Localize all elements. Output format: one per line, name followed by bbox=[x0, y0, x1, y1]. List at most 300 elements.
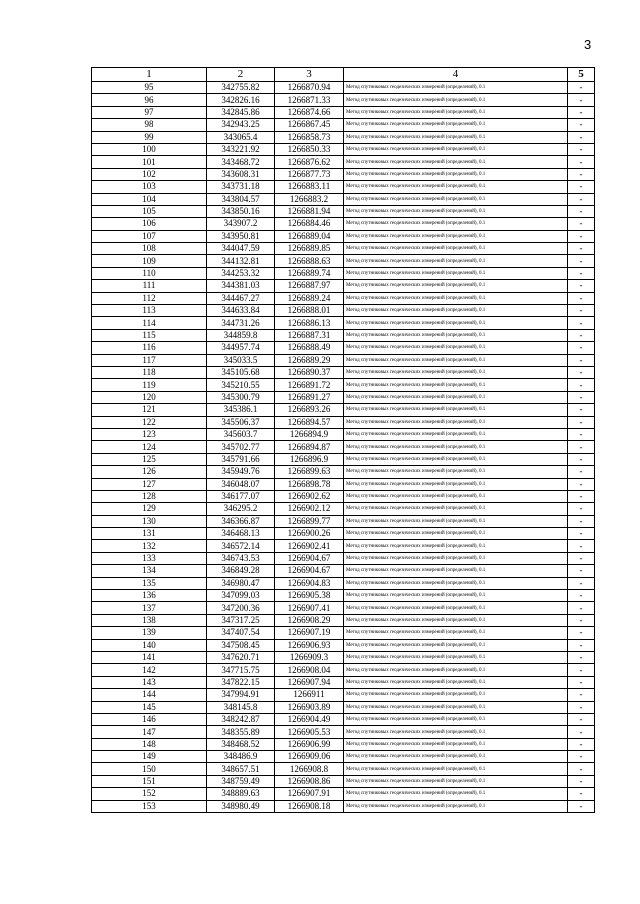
table-row bbox=[92, 738, 595, 750]
point-number-cell: 131 bbox=[92, 528, 207, 540]
y-coordinate-cell: 1266891.27 bbox=[275, 391, 344, 403]
table-row bbox=[92, 230, 595, 242]
point-number-cell: 126 bbox=[92, 466, 207, 478]
point-number-cell: 107 bbox=[92, 230, 207, 242]
x-coordinate-cell: 343907.2 bbox=[207, 218, 275, 230]
method-cell: Метод спутниковых геодезических измерений (определений), 0.1 bbox=[344, 267, 568, 279]
dash-cell: - bbox=[568, 428, 595, 440]
point-number-cell: 117 bbox=[92, 354, 207, 366]
point-number-cell: 140 bbox=[92, 639, 207, 651]
header-col-3: 3 bbox=[275, 68, 344, 82]
point-number-cell: 148 bbox=[92, 738, 207, 750]
y-coordinate-cell: 1266907.41 bbox=[275, 602, 344, 614]
method-cell: Метод спутниковых геодезических измерений (определений), 0.1 bbox=[344, 255, 568, 267]
point-number-cell: 116 bbox=[92, 342, 207, 354]
method-cell: Метод спутниковых геодезических измерений (определений), 0.1 bbox=[344, 676, 568, 688]
x-coordinate-cell: 347822.15 bbox=[207, 676, 275, 688]
dash-cell: - bbox=[568, 193, 595, 205]
table-row bbox=[92, 404, 595, 416]
point-number-cell: 123 bbox=[92, 428, 207, 440]
table-row bbox=[92, 590, 595, 602]
y-coordinate-cell: 1266889.24 bbox=[275, 292, 344, 304]
dash-cell: - bbox=[568, 131, 595, 143]
table-row bbox=[92, 143, 595, 155]
dash-cell: - bbox=[568, 651, 595, 663]
method-cell: Метод спутниковых геодезических измерений (определений), 0.1 bbox=[344, 577, 568, 589]
table-row bbox=[92, 329, 595, 341]
method-cell: Метод спутниковых геодезических измерений (определений), 0.1 bbox=[344, 515, 568, 527]
table-row bbox=[92, 354, 595, 366]
y-coordinate-cell: 1266905.53 bbox=[275, 726, 344, 738]
dash-cell: - bbox=[568, 416, 595, 428]
method-cell: Метод спутниковых геодезических измерений (определений), 0.1 bbox=[344, 441, 568, 453]
method-cell: Метод спутниковых геодезических измерений (определений), 0.1 bbox=[344, 205, 568, 217]
y-coordinate-cell: 1266889.85 bbox=[275, 243, 344, 255]
header-col-4: 4 bbox=[344, 68, 568, 82]
x-coordinate-cell: 348145.8 bbox=[207, 701, 275, 713]
method-cell: Метод спутниковых геодезических измерений (определений), 0.1 bbox=[344, 490, 568, 502]
table-row bbox=[92, 416, 595, 428]
point-number-cell: 106 bbox=[92, 218, 207, 230]
table-row bbox=[92, 800, 595, 812]
y-coordinate-cell: 1266908.8 bbox=[275, 763, 344, 775]
x-coordinate-cell: 348759.49 bbox=[207, 775, 275, 787]
x-coordinate-cell: 347715.75 bbox=[207, 664, 275, 676]
x-coordinate-cell: 348242.87 bbox=[207, 713, 275, 725]
point-number-cell: 119 bbox=[92, 379, 207, 391]
point-number-cell: 105 bbox=[92, 205, 207, 217]
x-coordinate-cell: 344859.8 bbox=[207, 329, 275, 341]
dash-cell: - bbox=[568, 552, 595, 564]
point-number-cell: 104 bbox=[92, 193, 207, 205]
x-coordinate-cell: 343221.92 bbox=[207, 143, 275, 155]
dash-cell: - bbox=[568, 366, 595, 378]
dash-cell: - bbox=[568, 713, 595, 725]
x-coordinate-cell: 345105.68 bbox=[207, 366, 275, 378]
x-coordinate-cell: 348657.51 bbox=[207, 763, 275, 775]
table-row bbox=[92, 243, 595, 255]
table-row bbox=[92, 193, 595, 205]
table-row bbox=[92, 453, 595, 465]
method-cell: Метод спутниковых геодезических измерений (определений), 0.1 bbox=[344, 156, 568, 168]
method-cell: Метод спутниковых геодезических измерений (определений), 0.1 bbox=[344, 94, 568, 106]
point-number-cell: 144 bbox=[92, 689, 207, 701]
dash-cell: - bbox=[568, 317, 595, 329]
y-coordinate-cell: 1266896.9 bbox=[275, 453, 344, 465]
method-cell: Метод спутниковых геодезических измерений (определений), 0.1 bbox=[344, 143, 568, 155]
dash-cell: - bbox=[568, 676, 595, 688]
dash-cell: - bbox=[568, 664, 595, 676]
y-coordinate-cell: 1266884.46 bbox=[275, 218, 344, 230]
table-row bbox=[92, 515, 595, 527]
x-coordinate-cell: 345033.5 bbox=[207, 354, 275, 366]
dash-cell: - bbox=[568, 614, 595, 626]
y-coordinate-cell: 1266904.67 bbox=[275, 565, 344, 577]
y-coordinate-cell: 1266890.37 bbox=[275, 366, 344, 378]
point-number-cell: 129 bbox=[92, 503, 207, 515]
y-coordinate-cell: 1266908.18 bbox=[275, 800, 344, 812]
method-cell: Метод спутниковых геодезических измерений (определений), 0.1 bbox=[344, 379, 568, 391]
method-cell: Метод спутниковых геодезических измерений (определений), 0.1 bbox=[344, 280, 568, 292]
y-coordinate-cell: 1266867.45 bbox=[275, 119, 344, 131]
y-coordinate-cell: 1266907.19 bbox=[275, 627, 344, 639]
table-row bbox=[92, 119, 595, 131]
page-number: 3 bbox=[584, 37, 592, 52]
method-cell: Метод спутниковых геодезических измерений (определений), 0.1 bbox=[344, 230, 568, 242]
y-coordinate-cell: 1266907.91 bbox=[275, 788, 344, 800]
method-cell: Метод спутниковых геодезических измерений (определений), 0.1 bbox=[344, 602, 568, 614]
x-coordinate-cell: 343468.72 bbox=[207, 156, 275, 168]
table-row bbox=[92, 94, 595, 106]
dash-cell: - bbox=[568, 738, 595, 750]
table-row bbox=[92, 82, 595, 94]
point-number-cell: 110 bbox=[92, 267, 207, 279]
dash-cell: - bbox=[568, 342, 595, 354]
point-number-cell: 130 bbox=[92, 515, 207, 527]
y-coordinate-cell: 1266874.66 bbox=[275, 106, 344, 118]
x-coordinate-cell: 347994.91 bbox=[207, 689, 275, 701]
x-coordinate-cell: 347620.71 bbox=[207, 651, 275, 663]
point-number-cell: 135 bbox=[92, 577, 207, 589]
method-cell: Метод спутниковых геодезических измерений (определений), 0.1 bbox=[344, 788, 568, 800]
method-cell: Метод спутниковых геодезических измерений (определений), 0.1 bbox=[344, 590, 568, 602]
dash-cell: - bbox=[568, 565, 595, 577]
table-row bbox=[92, 503, 595, 515]
x-coordinate-cell: 346980.47 bbox=[207, 577, 275, 589]
x-coordinate-cell: 348980.49 bbox=[207, 800, 275, 812]
header-col-5: 5 bbox=[568, 68, 595, 82]
y-coordinate-cell: 1266894.87 bbox=[275, 441, 344, 453]
method-cell: Метод спутниковых геодезических измерений (определений), 0.1 bbox=[344, 478, 568, 490]
point-number-cell: 141 bbox=[92, 651, 207, 663]
x-coordinate-cell: 342826.16 bbox=[207, 94, 275, 106]
table-row bbox=[92, 181, 595, 193]
method-cell: Метод спутниковых геодезических измерений (определений), 0.1 bbox=[344, 292, 568, 304]
table-row bbox=[92, 490, 595, 502]
x-coordinate-cell: 346743.53 bbox=[207, 552, 275, 564]
table-row bbox=[92, 280, 595, 292]
point-number-cell: 133 bbox=[92, 552, 207, 564]
table-row bbox=[92, 255, 595, 267]
point-number-cell: 150 bbox=[92, 763, 207, 775]
point-number-cell: 101 bbox=[92, 156, 207, 168]
x-coordinate-cell: 344381.03 bbox=[207, 280, 275, 292]
method-cell: Метод спутниковых геодезических измерений (определений), 0.1 bbox=[344, 416, 568, 428]
dash-cell: - bbox=[568, 243, 595, 255]
table-row bbox=[92, 639, 595, 651]
y-coordinate-cell: 1266898.78 bbox=[275, 478, 344, 490]
dash-cell: - bbox=[568, 441, 595, 453]
y-coordinate-cell: 1266907.94 bbox=[275, 676, 344, 688]
y-coordinate-cell: 1266858.73 bbox=[275, 131, 344, 143]
y-coordinate-cell: 1266891.72 bbox=[275, 379, 344, 391]
point-number-cell: 97 bbox=[92, 106, 207, 118]
y-coordinate-cell: 1266870.94 bbox=[275, 82, 344, 94]
x-coordinate-cell: 345210.55 bbox=[207, 379, 275, 391]
table-row bbox=[92, 317, 595, 329]
x-coordinate-cell: 348889.63 bbox=[207, 788, 275, 800]
y-coordinate-cell: 1266904.67 bbox=[275, 552, 344, 564]
table-row bbox=[92, 788, 595, 800]
dash-cell: - bbox=[568, 689, 595, 701]
method-cell: Метод спутниковых геодезических измерений (определений), 0.1 bbox=[344, 528, 568, 540]
dash-cell: - bbox=[568, 540, 595, 552]
point-number-cell: 139 bbox=[92, 627, 207, 639]
table-row bbox=[92, 366, 595, 378]
method-cell: Метод спутниковых геодезических измерений (определений), 0.1 bbox=[344, 775, 568, 787]
table-row bbox=[92, 651, 595, 663]
dash-cell: - bbox=[568, 528, 595, 540]
method-cell: Метод спутниковых геодезических измерений (определений), 0.1 bbox=[344, 218, 568, 230]
x-coordinate-cell: 345949.76 bbox=[207, 466, 275, 478]
method-cell: Метод спутниковых геодезических измерений (определений), 0.1 bbox=[344, 738, 568, 750]
point-number-cell: 122 bbox=[92, 416, 207, 428]
x-coordinate-cell: 342845.86 bbox=[207, 106, 275, 118]
coordinates-table bbox=[91, 67, 595, 813]
table-row bbox=[92, 441, 595, 453]
table-row bbox=[92, 131, 595, 143]
method-cell: Метод спутниковых геодезических измерений (определений), 0.1 bbox=[344, 342, 568, 354]
table-row bbox=[92, 763, 595, 775]
method-cell: Метод спутниковых геодезических измерений (определений), 0.1 bbox=[344, 503, 568, 515]
y-coordinate-cell: 1266888.63 bbox=[275, 255, 344, 267]
header-col-1: 1 bbox=[92, 68, 207, 82]
point-number-cell: 95 bbox=[92, 82, 207, 94]
point-number-cell: 121 bbox=[92, 404, 207, 416]
dash-cell: - bbox=[568, 218, 595, 230]
x-coordinate-cell: 347317.25 bbox=[207, 614, 275, 626]
y-coordinate-cell: 1266893.26 bbox=[275, 404, 344, 416]
x-coordinate-cell: 345791.66 bbox=[207, 453, 275, 465]
method-cell: Метод спутниковых геодезических измерений (определений), 0.1 bbox=[344, 317, 568, 329]
y-coordinate-cell: 1266886.13 bbox=[275, 317, 344, 329]
dash-cell: - bbox=[568, 255, 595, 267]
table-row bbox=[92, 267, 595, 279]
x-coordinate-cell: 344132.81 bbox=[207, 255, 275, 267]
dash-cell: - bbox=[568, 292, 595, 304]
table-row bbox=[92, 676, 595, 688]
dash-cell: - bbox=[568, 156, 595, 168]
dash-cell: - bbox=[568, 181, 595, 193]
table-row bbox=[92, 540, 595, 552]
dash-cell: - bbox=[568, 379, 595, 391]
dash-cell: - bbox=[568, 627, 595, 639]
dash-cell: - bbox=[568, 205, 595, 217]
point-number-cell: 136 bbox=[92, 590, 207, 602]
dash-cell: - bbox=[568, 590, 595, 602]
y-coordinate-cell: 1266908.29 bbox=[275, 614, 344, 626]
point-number-cell: 98 bbox=[92, 119, 207, 131]
method-cell: Метод спутниковых геодезических измерений (определений), 0.1 bbox=[344, 453, 568, 465]
x-coordinate-cell: 346366.87 bbox=[207, 515, 275, 527]
method-cell: Метод спутниковых геодезических измерений (определений), 0.1 bbox=[344, 763, 568, 775]
dash-cell: - bbox=[568, 143, 595, 155]
x-coordinate-cell: 343608.31 bbox=[207, 168, 275, 180]
method-cell: Метод спутниковых геодезических измерений (определений), 0.1 bbox=[344, 651, 568, 663]
y-coordinate-cell: 1266904.49 bbox=[275, 713, 344, 725]
method-cell: Метод спутниковых геодезических измерений (определений), 0.1 bbox=[344, 354, 568, 366]
y-coordinate-cell: 1266877.73 bbox=[275, 168, 344, 180]
method-cell: Метод спутниковых геодезических измерений (определений), 0.1 bbox=[344, 106, 568, 118]
x-coordinate-cell: 348355.89 bbox=[207, 726, 275, 738]
point-number-cell: 118 bbox=[92, 366, 207, 378]
dash-cell: - bbox=[568, 466, 595, 478]
point-number-cell: 112 bbox=[92, 292, 207, 304]
table-row bbox=[92, 478, 595, 490]
y-coordinate-cell: 1266902.12 bbox=[275, 503, 344, 515]
table-row bbox=[92, 602, 595, 614]
y-coordinate-cell: 1266911 bbox=[275, 689, 344, 701]
point-number-cell: 153 bbox=[92, 800, 207, 812]
table-body bbox=[92, 82, 595, 813]
table-row bbox=[92, 689, 595, 701]
table-row bbox=[92, 292, 595, 304]
x-coordinate-cell: 348468.52 bbox=[207, 738, 275, 750]
point-number-cell: 100 bbox=[92, 143, 207, 155]
point-number-cell: 120 bbox=[92, 391, 207, 403]
method-cell: Метод спутниковых геодезических измерений (определений), 0.1 bbox=[344, 751, 568, 763]
dash-cell: - bbox=[568, 701, 595, 713]
y-coordinate-cell: 1266905.38 bbox=[275, 590, 344, 602]
y-coordinate-cell: 1266902.62 bbox=[275, 490, 344, 502]
dash-cell: - bbox=[568, 106, 595, 118]
table-row bbox=[92, 106, 595, 118]
point-number-cell: 151 bbox=[92, 775, 207, 787]
y-coordinate-cell: 1266899.63 bbox=[275, 466, 344, 478]
method-cell: Метод спутниковых геодезических измерений (определений), 0.1 bbox=[344, 565, 568, 577]
x-coordinate-cell: 343950.81 bbox=[207, 230, 275, 242]
point-number-cell: 128 bbox=[92, 490, 207, 502]
x-coordinate-cell: 346849.28 bbox=[207, 565, 275, 577]
dash-cell: - bbox=[568, 267, 595, 279]
method-cell: Метод спутниковых геодезических измерений (определений), 0.1 bbox=[344, 689, 568, 701]
point-number-cell: 149 bbox=[92, 751, 207, 763]
table-row bbox=[92, 168, 595, 180]
dash-cell: - bbox=[568, 94, 595, 106]
dash-cell: - bbox=[568, 602, 595, 614]
point-number-cell: 132 bbox=[92, 540, 207, 552]
y-coordinate-cell: 1266903.89 bbox=[275, 701, 344, 713]
dash-cell: - bbox=[568, 354, 595, 366]
method-cell: Метод спутниковых геодезических измерений (определений), 0.1 bbox=[344, 627, 568, 639]
point-number-cell: 111 bbox=[92, 280, 207, 292]
method-cell: Метод спутниковых геодезических измерений (определений), 0.1 bbox=[344, 540, 568, 552]
y-coordinate-cell: 1266902.41 bbox=[275, 540, 344, 552]
table-row bbox=[92, 305, 595, 317]
x-coordinate-cell: 348486.9 bbox=[207, 751, 275, 763]
x-coordinate-cell: 345300.79 bbox=[207, 391, 275, 403]
dash-cell: - bbox=[568, 453, 595, 465]
table-row bbox=[92, 156, 595, 168]
table-row bbox=[92, 577, 595, 589]
x-coordinate-cell: 344253.32 bbox=[207, 267, 275, 279]
y-coordinate-cell: 1266894.57 bbox=[275, 416, 344, 428]
dash-cell: - bbox=[568, 503, 595, 515]
table-row bbox=[92, 565, 595, 577]
method-cell: Метод спутниковых геодезических измерений (определений), 0.1 bbox=[344, 552, 568, 564]
method-cell: Метод спутниковых геодезических измерений (определений), 0.1 bbox=[344, 119, 568, 131]
x-coordinate-cell: 343065.4 bbox=[207, 131, 275, 143]
point-number-cell: 137 bbox=[92, 602, 207, 614]
point-number-cell: 124 bbox=[92, 441, 207, 453]
method-cell: Метод спутниковых геодезических измерений (определений), 0.1 bbox=[344, 243, 568, 255]
method-cell: Метод спутниковых геодезических измерений (определений), 0.1 bbox=[344, 329, 568, 341]
point-number-cell: 147 bbox=[92, 726, 207, 738]
y-coordinate-cell: 1266883.11 bbox=[275, 181, 344, 193]
point-number-cell: 96 bbox=[92, 94, 207, 106]
x-coordinate-cell: 346048.07 bbox=[207, 478, 275, 490]
table-row bbox=[92, 726, 595, 738]
point-number-cell: 152 bbox=[92, 788, 207, 800]
y-coordinate-cell: 1266850.33 bbox=[275, 143, 344, 155]
y-coordinate-cell: 1266888.49 bbox=[275, 342, 344, 354]
table-row bbox=[92, 205, 595, 217]
table-row bbox=[92, 391, 595, 403]
y-coordinate-cell: 1266887.31 bbox=[275, 329, 344, 341]
method-cell: Метод спутниковых геодезических измерений (определений), 0.1 bbox=[344, 181, 568, 193]
table-row bbox=[92, 342, 595, 354]
dash-cell: - bbox=[568, 726, 595, 738]
point-number-cell: 114 bbox=[92, 317, 207, 329]
table-row bbox=[92, 466, 595, 478]
method-cell: Метод спутниковых геодезических измерений (определений), 0.1 bbox=[344, 614, 568, 626]
point-number-cell: 138 bbox=[92, 614, 207, 626]
dash-cell: - bbox=[568, 639, 595, 651]
x-coordinate-cell: 344047.59 bbox=[207, 243, 275, 255]
dash-cell: - bbox=[568, 119, 595, 131]
method-cell: Метод спутниковых геодезических измерений (определений), 0.1 bbox=[344, 366, 568, 378]
dash-cell: - bbox=[568, 168, 595, 180]
x-coordinate-cell: 345702.77 bbox=[207, 441, 275, 453]
x-coordinate-cell: 344633.84 bbox=[207, 305, 275, 317]
dash-cell: - bbox=[568, 763, 595, 775]
dash-cell: - bbox=[568, 305, 595, 317]
table-header-row bbox=[92, 68, 595, 82]
method-cell: Метод спутниковых геодезических измерений (определений), 0.1 bbox=[344, 713, 568, 725]
method-cell: Метод спутниковых геодезических измерений (определений), 0.1 bbox=[344, 391, 568, 403]
x-coordinate-cell: 346572.14 bbox=[207, 540, 275, 552]
y-coordinate-cell: 1266889.74 bbox=[275, 267, 344, 279]
method-cell: Метод спутниковых геодезических измерений (определений), 0.1 bbox=[344, 428, 568, 440]
method-cell: Метод спутниковых геодезических измерений (определений), 0.1 bbox=[344, 82, 568, 94]
dash-cell: - bbox=[568, 515, 595, 527]
dash-cell: - bbox=[568, 490, 595, 502]
point-number-cell: 109 bbox=[92, 255, 207, 267]
x-coordinate-cell: 342755.82 bbox=[207, 82, 275, 94]
point-number-cell: 103 bbox=[92, 181, 207, 193]
dash-cell: - bbox=[568, 577, 595, 589]
x-coordinate-cell: 346468.13 bbox=[207, 528, 275, 540]
x-coordinate-cell: 343850.16 bbox=[207, 205, 275, 217]
dash-cell: - bbox=[568, 404, 595, 416]
x-coordinate-cell: 346177.07 bbox=[207, 490, 275, 502]
x-coordinate-cell: 343731.18 bbox=[207, 181, 275, 193]
point-number-cell: 134 bbox=[92, 565, 207, 577]
dash-cell: - bbox=[568, 800, 595, 812]
y-coordinate-cell: 1266871.33 bbox=[275, 94, 344, 106]
table-row bbox=[92, 528, 595, 540]
header-col-2: 2 bbox=[207, 68, 275, 82]
table-row bbox=[92, 552, 595, 564]
y-coordinate-cell: 1266908.04 bbox=[275, 664, 344, 676]
y-coordinate-cell: 1266909.3 bbox=[275, 651, 344, 663]
point-number-cell: 115 bbox=[92, 329, 207, 341]
x-coordinate-cell: 345506.37 bbox=[207, 416, 275, 428]
dash-cell: - bbox=[568, 775, 595, 787]
dash-cell: - bbox=[568, 751, 595, 763]
dash-cell: - bbox=[568, 280, 595, 292]
table-row bbox=[92, 751, 595, 763]
